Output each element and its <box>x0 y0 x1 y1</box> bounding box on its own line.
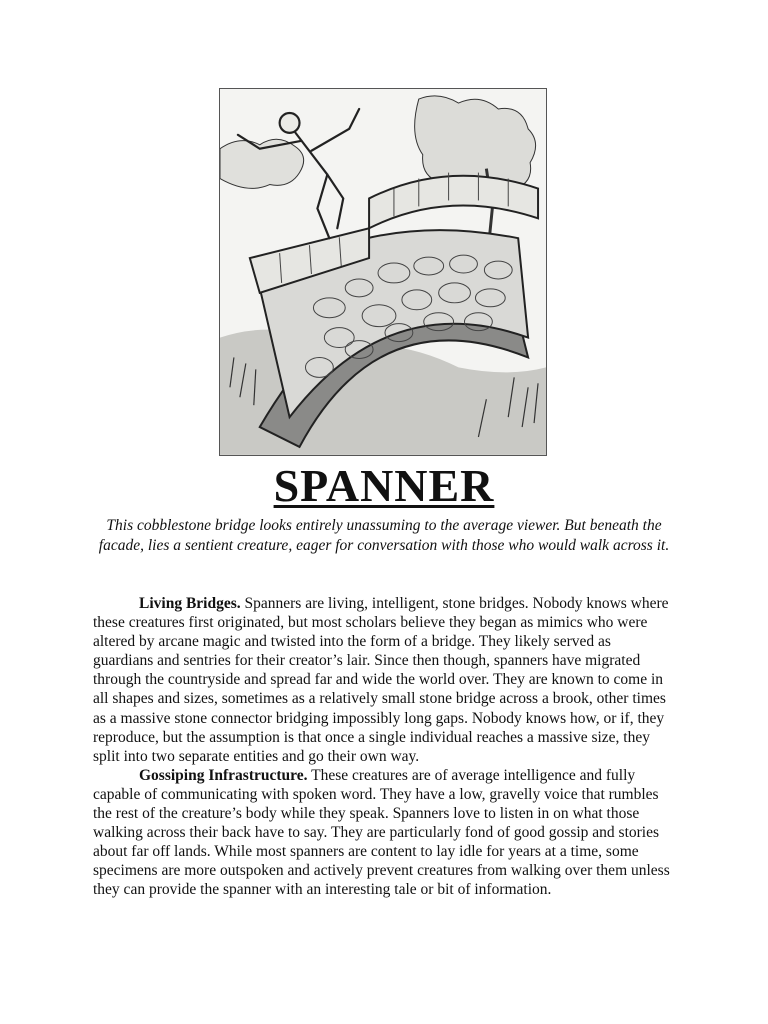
bridge-drawing <box>220 89 546 455</box>
section-heading: Living Bridges. <box>139 595 241 612</box>
intro-paragraph: This cobblestone bridge looks entirely unassuming to the average viewer. But beneath the facade, lies a sentient creature, eager for conversation with those who would walk across it. <box>98 517 670 554</box>
section-heading: Gossiping Infrastructure. <box>139 766 308 784</box>
page-title <box>0 460 768 512</box>
section-text: These creatures are of average intelligence and fully capable of communicating with spoken word. They have a low, gravelly voice that rumbles the rest of the creature’s body while they speak. Spanners love to listen in on what those walking across their back have to say. They are particularly fond of good gossip and stories about far off lands. While most spanners are content to lay idle for years at a time, some specimens are more outspoken and actively prevent creatures from walking over them unless they can provide the spanner with an interesting tale or bit of information. <box>93 766 670 899</box>
page-title-text: SPANNER <box>273 460 495 511</box>
bridge-illustration <box>219 88 547 456</box>
body-text <box>93 594 675 900</box>
section-living-bridges <box>93 594 675 766</box>
section-gossiping-infrastructure <box>93 766 675 900</box>
section-text: Spanners are living, intelligent, stone bridges. Nobody knows where these creatures first originated, but most scholars believe they began as mimics who were altered by arcane magic and twisted into the form of a bridge. They likely served as guardians and sentries for their creator’s lair. Since then though, spanners have migrated through the countryside and spread far and wide the world over. They are known to come in all shapes and sizes, sometimes as a relatively small stone bridge across a brook, other times as a massive stone connector bridging impossibly long gaps. Nobody knows how, or if, they reproduce, but the assumption is that once a single individual reaches a massive size, they split into two separate entities and go their own way. <box>93 595 669 765</box>
